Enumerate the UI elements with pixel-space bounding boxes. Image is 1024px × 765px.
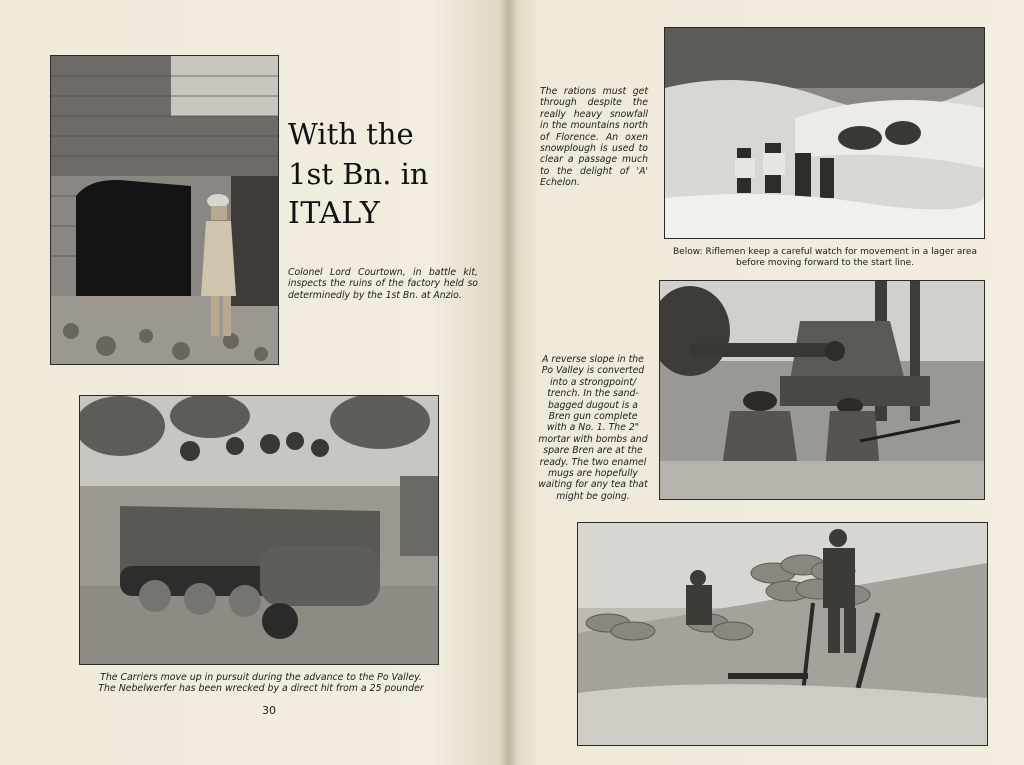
caption-riflemen — [660, 247, 990, 270]
photo-ruined-factory — [50, 55, 279, 365]
photo-sandbag-dugout — [577, 522, 988, 746]
page-number: 30 — [262, 704, 276, 717]
photo-snow-oxen — [664, 27, 985, 239]
caption-riflemen-line-1: Below: Riflemen keep a careful watch for movement in a lager area — [673, 247, 977, 257]
caption-colonel: Colonel Lord Courtown, in battle kit, inspects the ruins of the factory held so determinedly by the 1st Bn. at Anzio. — [288, 267, 478, 301]
caption-rations: The rations must get through despite the really heavy snowfall in the mountains north of Florence. An oxen snowplough is used to clear a passage much to the delight of 'A' Echelon. — [540, 86, 648, 189]
book-gutter — [500, 0, 516, 765]
title-line-3: ITALY — [288, 196, 381, 231]
title-line-2: 1st Bn. in — [288, 157, 429, 191]
caption-carriers — [81, 672, 441, 695]
article-title — [288, 114, 488, 234]
caption-reverse-slope: A reverse slope in the Po Valley is converted into a strongpoint/ trench. In the sand-bagged dugout is a Bren gun complete with a No. 1. The 2" mortar with bombs and spare Bren are at the ready. The two enamel mugs are hopefully waiting for any tea that might be going. — [538, 354, 648, 502]
caption-carriers-line-2: The Nebelwerfer has been wrecked by a direct hit from a 25 pounder — [98, 683, 424, 695]
title-line-1: With the — [288, 117, 414, 151]
photo-tank-riflemen — [659, 280, 985, 500]
caption-riflemen-line-2: before moving forward to the start line. — [735, 258, 915, 269]
photo-carriers — [79, 395, 439, 665]
caption-carriers-line-1: The Carriers move up in pursuit during the advance to the Po Valley. — [100, 672, 422, 683]
